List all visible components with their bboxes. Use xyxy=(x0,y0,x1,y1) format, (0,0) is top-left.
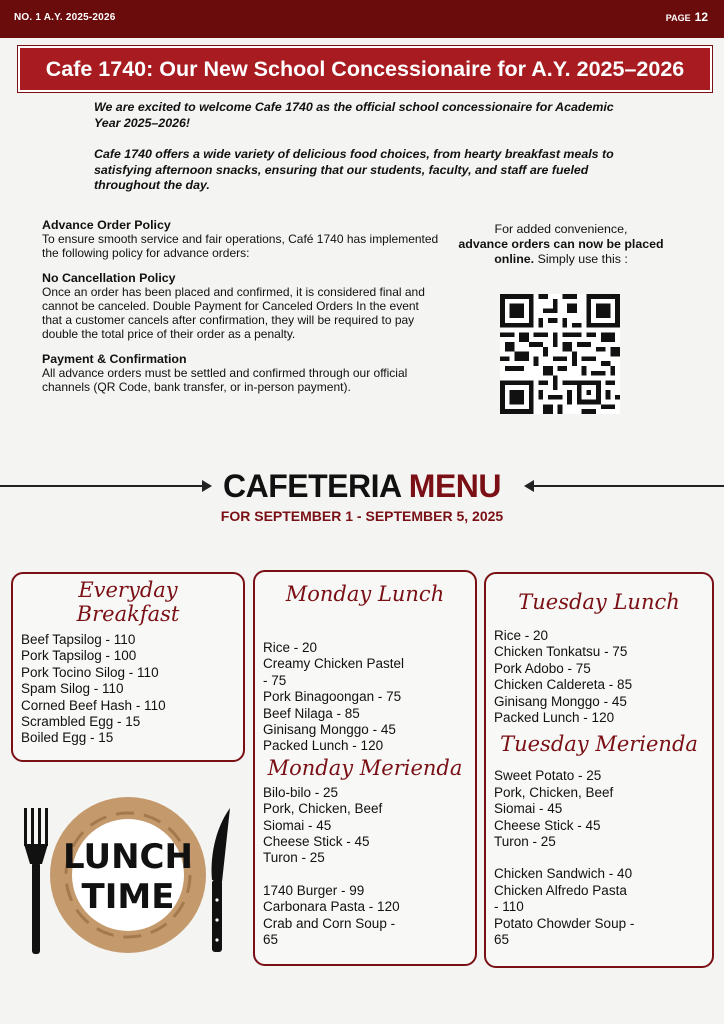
breakfast-title-1: Everyday xyxy=(78,578,178,602)
breakfast-list xyxy=(21,632,243,747)
advance-order-heading: Advance Order Policy xyxy=(42,218,171,232)
no-cancellation-text: Once an order has been placed and confirmed, it is considered final and cannot be canceled. Double Payment for Canceled Orders In the event that a customer cancels after confirmation, they will be required to pay double the total price of their order as a penalty. xyxy=(42,284,425,342)
tuesday-merienda-list-2 xyxy=(494,866,712,948)
monday-lunch-title: Monday Lunch xyxy=(285,582,445,606)
tuesday-box xyxy=(484,572,714,968)
monday-merienda-title: Monday Merienda xyxy=(267,755,463,780)
menu-item: 1740 Burger - 99 xyxy=(263,882,365,898)
fork-icon xyxy=(24,808,48,954)
page-number: 12 xyxy=(694,10,708,24)
monday-merienda-list-2 xyxy=(263,883,475,949)
page-indicator xyxy=(666,10,708,24)
right-arrow-decoration xyxy=(526,485,724,487)
order-line-tail: Simply use this : xyxy=(534,252,628,266)
policies-section xyxy=(42,218,442,404)
knife-icon xyxy=(212,808,230,952)
tuesday-lunch-title: Tuesday Lunch xyxy=(518,590,680,614)
order-line-bold: advance orders can now be placed online. xyxy=(458,237,664,266)
monday-box xyxy=(253,570,477,966)
menu-item: Scrambled Egg - 15 xyxy=(21,714,141,730)
menu-item: Corned Beef Hash - 110 xyxy=(21,697,166,713)
menu-item: Packed Lunch - 120 xyxy=(494,710,615,726)
tuesday-merienda-list xyxy=(494,768,712,850)
menu-item: Pork Binagoongan - 75 xyxy=(263,689,402,705)
menu-item: Crab and Corn Soup - xyxy=(263,915,396,931)
payment-text: All advance orders must be settled and confirmed through our official channels (QR Code, bank transfer, or in-person payment). xyxy=(42,365,408,395)
lunch-text: LUNCH xyxy=(63,837,193,877)
menu-item: Rice - 20 xyxy=(263,640,318,655)
menu-date-range: FOR SEPTEMBER 1 - SEPTEMBER 5, 2025 xyxy=(220,508,504,524)
breakfast-title-2: Breakfast xyxy=(76,602,180,626)
no-cancellation-heading: No Cancellation Policy xyxy=(42,270,176,285)
monday-lunch-list xyxy=(263,640,475,755)
menu-item: Creamy Chicken Pastel xyxy=(263,656,405,672)
menu-item: Cheese Stick - 45 xyxy=(494,817,601,833)
online-order-note xyxy=(450,222,672,267)
menu-item: Rice - 20 xyxy=(494,628,549,643)
menu-item: Turon - 25 xyxy=(263,850,325,866)
menu-item: Beef Nilaga - 85 xyxy=(263,705,360,721)
menu-item: Ginisang Monggo - 45 xyxy=(494,693,627,709)
menu-item: Pork, Chicken, Beef xyxy=(263,801,383,817)
menu-item: Pork Tocino Silog - 110 xyxy=(21,664,159,680)
tuesday-merienda-title: Tuesday Merienda xyxy=(500,732,698,757)
menu-item: Packed Lunch - 120 xyxy=(263,738,384,754)
page-label: PAGE xyxy=(665,13,691,23)
menu-item: - 75 xyxy=(263,672,287,688)
menu-item: 65 xyxy=(263,932,279,948)
menu-item: - 110 xyxy=(494,899,524,915)
menu-item: Chicken Tonkatsu - 75 xyxy=(494,644,628,660)
menu-item: Beef Tapsilog - 110 xyxy=(21,632,136,647)
menu-item: Boiled Egg - 15 xyxy=(21,730,114,746)
breakfast-box xyxy=(11,572,245,762)
intro-paragraph-2: Cafe 1740 offers a wide variety of delicious food choices, from hearty breakfast meals to satisfying afternoon snacks, ensuring that our students, faculty, and staff are fueled throughout the day. xyxy=(94,147,614,192)
menu-item: Potato Chowder Soup - xyxy=(494,915,635,931)
menu-title-black: CAFETERIA xyxy=(222,468,401,504)
menu-heading xyxy=(0,466,724,506)
menu-item: Sweet Potato - 25 xyxy=(494,768,602,784)
menu-item: Chicken Sandwich - 40 xyxy=(494,866,633,882)
menu-item: Siomai - 45 xyxy=(494,801,563,817)
issue-label: NO. 1 A.Y. 2025-2026 xyxy=(14,12,116,23)
lunch-time-graphic xyxy=(16,790,236,970)
tuesday-lunch-list xyxy=(494,628,712,726)
intro-text xyxy=(94,100,634,210)
payment-heading: Payment & Confirmation xyxy=(42,351,187,366)
order-line-1: For added convenience, xyxy=(494,222,628,236)
menu-title-red: MENU xyxy=(408,468,502,504)
menu-item: Carbonara Pasta - 120 xyxy=(263,899,400,915)
menu-item: Siomai - 45 xyxy=(263,817,332,833)
menu-item: Bilo-bilo - 25 xyxy=(263,784,339,800)
menu-item: Pork Adobo - 75 xyxy=(494,660,591,676)
top-bar xyxy=(0,0,724,38)
menu-item: Chicken Caldereta - 85 xyxy=(494,677,633,693)
article-title-banner: Cafe 1740: Our New School Concessionaire for A.Y. 2025–2026 xyxy=(18,46,712,92)
menu-item: Turon - 25 xyxy=(494,834,556,850)
advance-order-text: To ensure smooth service and fair operations, Café 1740 has implemented the following policy for advance orders: xyxy=(42,232,439,261)
menu-item: 65 xyxy=(494,932,510,948)
menu-item: Chicken Alfredo Pasta xyxy=(494,882,627,898)
menu-item: Pork, Chicken, Beef xyxy=(494,784,614,800)
menu-item: Cheese Stick - 45 xyxy=(263,834,370,850)
menu-item: Pork Tapsilog - 100 xyxy=(21,648,137,664)
menu-item: Spam Silog - 110 xyxy=(21,681,124,697)
qr-code[interactable] xyxy=(500,294,620,414)
monday-merienda-list xyxy=(263,785,475,867)
time-text: TIME xyxy=(81,877,175,917)
menu-item: Ginisang Monggo - 45 xyxy=(263,722,396,738)
intro-paragraph-1: We are excited to welcome Cafe 1740 as the official school concessionaire for Academic Year 2025–2026! xyxy=(94,100,614,130)
